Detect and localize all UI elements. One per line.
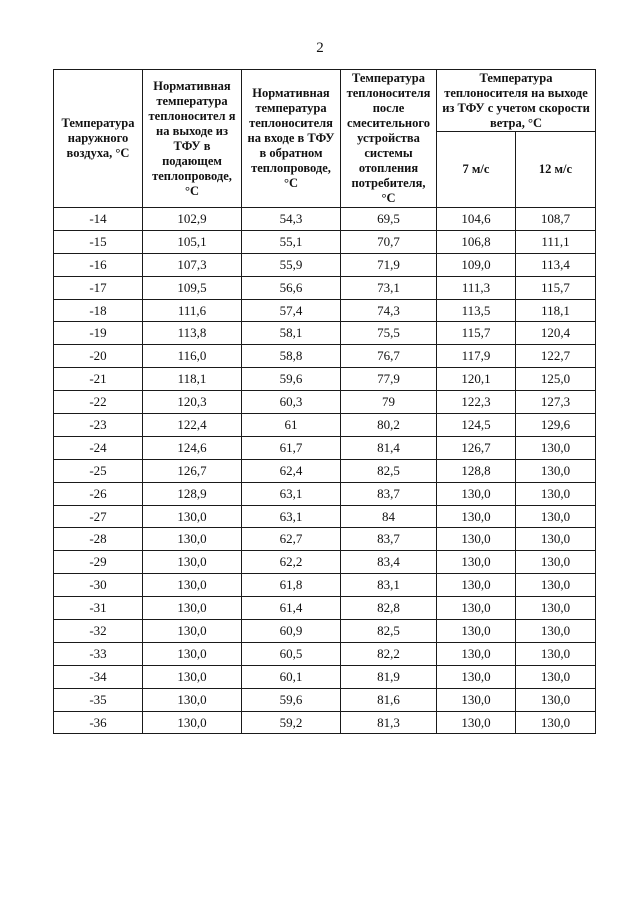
after-mixer-temp-cell: 80,2: [341, 414, 437, 437]
wind-12-cell: 115,7: [516, 276, 596, 299]
table-row: [54, 230, 596, 253]
supply-temp-cell: 113,8: [143, 322, 242, 345]
after-mixer-temp-cell: 81,9: [341, 665, 437, 688]
wind-7-cell: 130,0: [437, 688, 516, 711]
return-temp-cell: 57,4: [242, 299, 341, 322]
outdoor-temp-cell: -26: [54, 482, 143, 505]
table-row: [54, 208, 596, 231]
return-temp-cell: 62,7: [242, 528, 341, 551]
header-wind-7: 7 м/с: [437, 132, 516, 208]
wind-7-cell: 124,5: [437, 414, 516, 437]
after-mixer-temp-cell: 83,1: [341, 574, 437, 597]
table-row: [54, 597, 596, 620]
supply-temp-cell: 102,9: [143, 208, 242, 231]
wind-12-cell: 130,0: [516, 620, 596, 643]
wind-12-cell: 130,0: [516, 688, 596, 711]
table-row: [54, 574, 596, 597]
wind-12-cell: 111,1: [516, 230, 596, 253]
return-temp-cell: 60,1: [242, 665, 341, 688]
temperature-table: [53, 69, 596, 734]
wind-7-cell: 130,0: [437, 620, 516, 643]
outdoor-temp-cell: -17: [54, 276, 143, 299]
return-temp-cell: 55,1: [242, 230, 341, 253]
return-temp-cell: 62,4: [242, 459, 341, 482]
wind-12-cell: 127,3: [516, 391, 596, 414]
supply-temp-cell: 130,0: [143, 711, 242, 734]
supply-temp-cell: 105,1: [143, 230, 242, 253]
wind-12-cell: 113,4: [516, 253, 596, 276]
header-wind-12: 12 м/с: [516, 132, 596, 208]
page-number: 2: [316, 40, 324, 56]
supply-temp-cell: 107,3: [143, 253, 242, 276]
wind-7-cell: 128,8: [437, 459, 516, 482]
supply-temp-cell: 130,0: [143, 620, 242, 643]
after-mixer-temp-cell: 83,7: [341, 482, 437, 505]
table-body: [54, 208, 596, 734]
outdoor-temp-cell: -30: [54, 574, 143, 597]
wind-7-cell: 111,3: [437, 276, 516, 299]
wind-12-cell: 122,7: [516, 345, 596, 368]
outdoor-temp-cell: -32: [54, 620, 143, 643]
wind-7-cell: 109,0: [437, 253, 516, 276]
table-row: [54, 528, 596, 551]
after-mixer-temp-cell: 83,4: [341, 551, 437, 574]
wind-12-cell: 130,0: [516, 459, 596, 482]
after-mixer-temp-cell: 81,4: [341, 436, 437, 459]
wind-7-cell: 122,3: [437, 391, 516, 414]
return-temp-cell: 63,1: [242, 505, 341, 528]
supply-temp-cell: 124,6: [143, 436, 242, 459]
table-row: [54, 688, 596, 711]
header-supply-temp: Нормативная температура теплоносител я на выходе из ТФУ в подающем теплопроводе, °С: [143, 70, 242, 208]
after-mixer-temp-cell: 79: [341, 391, 437, 414]
wind-7-cell: 130,0: [437, 528, 516, 551]
outdoor-temp-cell: -19: [54, 322, 143, 345]
supply-temp-cell: 130,0: [143, 574, 242, 597]
wind-12-cell: 130,0: [516, 436, 596, 459]
wind-7-cell: 130,0: [437, 574, 516, 597]
wind-7-cell: 130,0: [437, 482, 516, 505]
supply-temp-cell: 130,0: [143, 688, 242, 711]
return-temp-cell: 62,2: [242, 551, 341, 574]
wind-12-cell: 108,7: [516, 208, 596, 231]
wind-12-cell: 129,6: [516, 414, 596, 437]
supply-temp-cell: 130,0: [143, 642, 242, 665]
table-row: [54, 436, 596, 459]
table-row: [54, 322, 596, 345]
return-temp-cell: 59,6: [242, 688, 341, 711]
supply-temp-cell: 130,0: [143, 551, 242, 574]
table-row: [54, 368, 596, 391]
header-outdoor-temp: Температура наружного воздуха, °С: [54, 70, 143, 208]
outdoor-temp-cell: -31: [54, 597, 143, 620]
wind-12-cell: 130,0: [516, 482, 596, 505]
return-temp-cell: 58,1: [242, 322, 341, 345]
outdoor-temp-cell: -22: [54, 391, 143, 414]
table-header: [54, 70, 596, 208]
outdoor-temp-cell: -25: [54, 459, 143, 482]
after-mixer-temp-cell: 76,7: [341, 345, 437, 368]
after-mixer-temp-cell: 81,6: [341, 688, 437, 711]
outdoor-temp-cell: -35: [54, 688, 143, 711]
table-row: [54, 299, 596, 322]
supply-temp-cell: 109,5: [143, 276, 242, 299]
return-temp-cell: 59,6: [242, 368, 341, 391]
header-wind-group: Температура теплоносителя на выходе из ТФУ с учетом скорости ветра, °С: [437, 70, 596, 132]
wind-7-cell: 113,5: [437, 299, 516, 322]
header-return-temp: Нормативная температура теплоносителя на входе в ТФУ в обратном теплопроводе, °С: [242, 70, 341, 208]
outdoor-temp-cell: -20: [54, 345, 143, 368]
outdoor-temp-cell: -14: [54, 208, 143, 231]
table-row: [54, 642, 596, 665]
after-mixer-temp-cell: 73,1: [341, 276, 437, 299]
wind-12-cell: 125,0: [516, 368, 596, 391]
wind-7-cell: 130,0: [437, 665, 516, 688]
after-mixer-temp-cell: 70,7: [341, 230, 437, 253]
return-temp-cell: 61,7: [242, 436, 341, 459]
return-temp-cell: 59,2: [242, 711, 341, 734]
after-mixer-temp-cell: 75,5: [341, 322, 437, 345]
table-row: [54, 391, 596, 414]
wind-12-cell: 130,0: [516, 665, 596, 688]
after-mixer-temp-cell: 77,9: [341, 368, 437, 391]
table-row: [54, 482, 596, 505]
table-row: [54, 345, 596, 368]
outdoor-temp-cell: -36: [54, 711, 143, 734]
header-after-mixer-temp: Температура теплоносителя после смесительного устройства системы отопления потребителя, °С: [341, 70, 437, 208]
supply-temp-cell: 130,0: [143, 528, 242, 551]
wind-12-cell: 130,0: [516, 574, 596, 597]
after-mixer-temp-cell: 74,3: [341, 299, 437, 322]
outdoor-temp-cell: -21: [54, 368, 143, 391]
supply-temp-cell: 130,0: [143, 505, 242, 528]
table-row: [54, 505, 596, 528]
outdoor-temp-cell: -16: [54, 253, 143, 276]
after-mixer-temp-cell: 82,5: [341, 620, 437, 643]
after-mixer-temp-cell: 82,5: [341, 459, 437, 482]
outdoor-temp-cell: -34: [54, 665, 143, 688]
wind-12-cell: 130,0: [516, 642, 596, 665]
table-row: [54, 414, 596, 437]
table-row: [54, 276, 596, 299]
outdoor-temp-cell: -33: [54, 642, 143, 665]
wind-7-cell: 130,0: [437, 551, 516, 574]
wind-12-cell: 130,0: [516, 528, 596, 551]
return-temp-cell: 60,9: [242, 620, 341, 643]
return-temp-cell: 61,4: [242, 597, 341, 620]
wind-12-cell: 130,0: [516, 711, 596, 734]
return-temp-cell: 61,8: [242, 574, 341, 597]
wind-7-cell: 120,1: [437, 368, 516, 391]
wind-7-cell: 130,0: [437, 597, 516, 620]
supply-temp-cell: 111,6: [143, 299, 242, 322]
outdoor-temp-cell: -23: [54, 414, 143, 437]
after-mixer-temp-cell: 84: [341, 505, 437, 528]
table-row: [54, 253, 596, 276]
return-temp-cell: 60,3: [242, 391, 341, 414]
supply-temp-cell: 130,0: [143, 665, 242, 688]
return-temp-cell: 61: [242, 414, 341, 437]
outdoor-temp-cell: -18: [54, 299, 143, 322]
after-mixer-temp-cell: 82,8: [341, 597, 437, 620]
wind-7-cell: 130,0: [437, 711, 516, 734]
outdoor-temp-cell: -29: [54, 551, 143, 574]
supply-temp-cell: 116,0: [143, 345, 242, 368]
supply-temp-cell: 130,0: [143, 597, 242, 620]
wind-12-cell: 118,1: [516, 299, 596, 322]
return-temp-cell: 60,5: [242, 642, 341, 665]
wind-7-cell: 104,6: [437, 208, 516, 231]
wind-12-cell: 120,4: [516, 322, 596, 345]
table-row: [54, 459, 596, 482]
supply-temp-cell: 120,3: [143, 391, 242, 414]
wind-12-cell: 130,0: [516, 551, 596, 574]
supply-temp-cell: 118,1: [143, 368, 242, 391]
wind-12-cell: 130,0: [516, 505, 596, 528]
wind-12-cell: 130,0: [516, 597, 596, 620]
return-temp-cell: 58,8: [242, 345, 341, 368]
outdoor-temp-cell: -27: [54, 505, 143, 528]
after-mixer-temp-cell: 83,7: [341, 528, 437, 551]
outdoor-temp-cell: -15: [54, 230, 143, 253]
outdoor-temp-cell: -24: [54, 436, 143, 459]
wind-7-cell: 106,8: [437, 230, 516, 253]
supply-temp-cell: 128,9: [143, 482, 242, 505]
supply-temp-cell: 122,4: [143, 414, 242, 437]
return-temp-cell: 55,9: [242, 253, 341, 276]
return-temp-cell: 63,1: [242, 482, 341, 505]
table-row: [54, 551, 596, 574]
table-row: [54, 620, 596, 643]
supply-temp-cell: 126,7: [143, 459, 242, 482]
return-temp-cell: 56,6: [242, 276, 341, 299]
wind-7-cell: 130,0: [437, 642, 516, 665]
outdoor-temp-cell: -28: [54, 528, 143, 551]
wind-7-cell: 130,0: [437, 505, 516, 528]
after-mixer-temp-cell: 82,2: [341, 642, 437, 665]
after-mixer-temp-cell: 69,5: [341, 208, 437, 231]
table-row: [54, 665, 596, 688]
table-row: [54, 711, 596, 734]
return-temp-cell: 54,3: [242, 208, 341, 231]
after-mixer-temp-cell: 71,9: [341, 253, 437, 276]
wind-7-cell: 117,9: [437, 345, 516, 368]
after-mixer-temp-cell: 81,3: [341, 711, 437, 734]
wind-7-cell: 126,7: [437, 436, 516, 459]
wind-7-cell: 115,7: [437, 322, 516, 345]
